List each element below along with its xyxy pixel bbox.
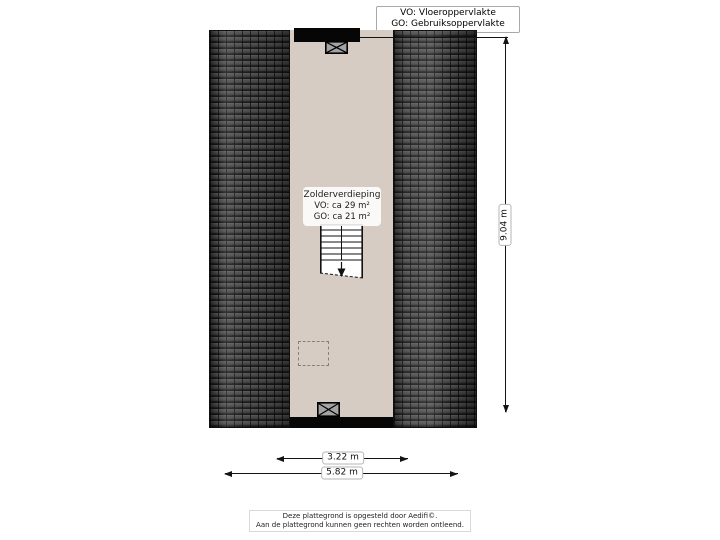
room-label	[303, 187, 381, 226]
footer-note	[249, 510, 471, 532]
arrow-down-icon	[503, 405, 509, 413]
room-vo: VO: ca 29 m²	[314, 201, 370, 211]
arrow-up-icon	[503, 36, 509, 44]
roof-right	[393, 30, 477, 428]
legend-box	[376, 6, 520, 33]
footer-line1: Deze plattegrond is opgesteld door Aedifi©.	[282, 512, 438, 520]
roof-left	[209, 30, 290, 428]
arrow-left-icon	[224, 471, 232, 477]
room-go: GO: ca 21 m²	[313, 212, 371, 222]
room-name: Zolderverdieping	[303, 190, 381, 200]
roof-window-icon	[317, 402, 340, 417]
dimension-inner-width-label: 3.22 m	[322, 452, 364, 465]
dimension-extension-line	[360, 37, 508, 38]
arrow-right-icon	[450, 471, 458, 477]
hatch-outline	[298, 341, 329, 366]
roof-window-icon	[325, 41, 348, 54]
staircase-icon	[320, 224, 363, 280]
arrow-left-icon	[276, 456, 284, 462]
legend-vo: VO: Vloeroppervlakte	[400, 8, 496, 18]
dimension-height-label: 9.04 m	[499, 204, 512, 246]
legend-go: GO: Gebruiksoppervlakte	[391, 19, 505, 29]
footer-line2: Aan de plattegrond kunnen geen rechten worden ontleend.	[256, 521, 464, 529]
wall-top	[294, 28, 360, 42]
dimension-total-width-label: 5.82 m	[321, 467, 363, 480]
wall-bottom	[290, 417, 393, 428]
arrow-right-icon	[400, 456, 408, 462]
